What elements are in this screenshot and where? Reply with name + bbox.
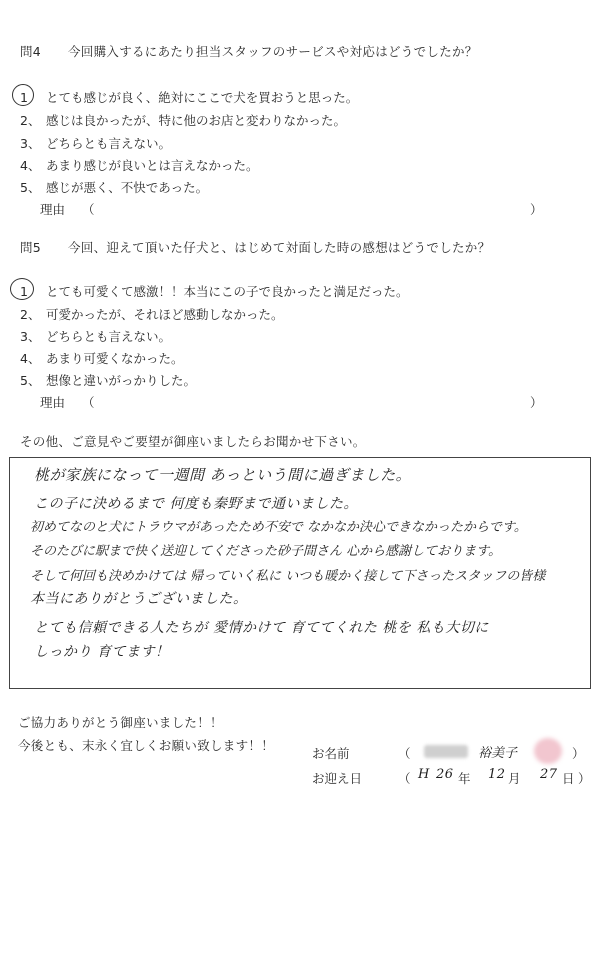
q5-option-3-text: どちらとも言えない。 [46,329,172,344]
q5-option-3 [20,327,171,345]
comment-line-1: 桃が家族になって一週間 あっという間に過ぎました。 [34,466,412,484]
date-label: お迎え日 [312,771,363,786]
q5-question: 今回、迎えて頂いた仔犬と、はじめて対面した時の感想はどうでしたか？ [68,240,491,255]
q4-reason-paren-open: （ [82,202,95,217]
q5-option-2-number: 2、 [20,307,41,322]
q4-option-2-number: 2、 [20,113,41,128]
name-paren-close: ） [572,746,585,761]
q4-question: 今回購入するにあたり担当スタッフのサービスや対応はどうでしたか？ [68,44,478,59]
q5-option-5-text: 想像と違いがっかりした。 [46,373,197,388]
q5-reason-paren-open: （ [82,395,95,410]
q4-reason-label: 理由 [40,202,66,217]
date-paren-open: （ [398,771,411,786]
q4-option-2-text: 感じは良かったが、特に他のお店と変わりなかった。 [46,113,347,128]
q5-option-1-number: 1 [20,284,28,299]
q5-option-4-number: 4、 [20,351,41,366]
name-redacted [424,745,468,758]
comments-prompt: その他、ご意見やご要望が御座いましたらお聞かせ下さい。 [20,434,366,449]
q4-option-5-text: 感じが悪く、不快であった。 [46,180,209,195]
q5-option-1 [20,282,409,300]
comment-line-2: この子に決めるまで 何度も秦野まで通いました。 [34,496,358,512]
date-day-unit: 日 [562,771,575,786]
date-year-unit: 年 [458,771,471,786]
q4-option-1-text: とても感じが良く、絶対にここで犬を買おうと思った。 [46,90,359,105]
q5-option-5-number: 5、 [20,373,41,388]
q4-option-3 [20,134,171,152]
q4-option-1-number: 1 [20,90,28,105]
name-label: お名前 [312,746,350,761]
q5-reason-label: 理由 [40,395,66,410]
q5-option-5 [20,371,196,389]
comment-line-8: しっかり 育てます！ [34,644,170,660]
q5-option-2-text: 可愛かったが、それほど感動しなかった。 [46,307,284,322]
comment-line-7: とても信頼できる人たちが 愛情かけて 育ててくれた 桃を 私も大切に [34,620,489,636]
closing-line-2: 今後とも、末永く宜しくお願い致します！！ [18,738,275,753]
comment-line-3: 初めてなのと犬にトラウマがあったため不安で なかなか決心できなかったからです。 [30,520,527,535]
comment-line-5: そして何回も決めかけては 帰っていく私に いつも暖かく接して下さったスタッフの皆様 [30,569,546,584]
q4-option-5-number: 5、 [20,180,41,195]
closing-line-1: ご協力ありがとう御座いました！！ [18,715,223,730]
q5-number: 問5 [20,240,42,255]
q5-option-4-text: あまり可愛くなかった。 [46,351,184,366]
q4-option-1 [20,88,358,106]
date-paren-close: ） [578,771,591,786]
q5-reason-paren-close: ） [530,395,543,410]
name-paren-open: （ [398,746,411,761]
date-month: 12 [488,767,506,782]
q5-option-3-number: 3、 [20,329,41,344]
q5-option-1-text: とても可愛くて感激！！本当にこの子で良かったと満足だった。 [46,284,409,299]
date-year: 26 [436,767,454,782]
seal-stamp [534,738,562,764]
q5-option-4 [20,349,184,367]
q4-option-3-number: 3、 [20,136,41,151]
comment-line-4: そのたびに駅まで快く送迎してくださった砂子間さん 心から感謝しております。 [30,544,502,559]
q4-number: 問4 [20,44,42,59]
q4-option-4 [20,156,259,174]
date-day: 27 [540,767,558,782]
q4-reason-paren-close: ） [530,202,543,217]
date-era: H [418,767,430,782]
date-month-unit: 月 [508,771,521,786]
q4-option-2 [20,111,346,129]
name-visible: 裕美子 [478,746,518,761]
q4-option-4-text: あまり感じが良いとは言えなかった。 [46,158,259,173]
q4-option-5 [20,178,208,196]
comment-line-6: 本当にありがとうございました。 [30,591,248,607]
q4-option-3-text: どちらとも言えない。 [46,136,172,151]
q5-option-2 [20,305,284,323]
q4-option-4-number: 4、 [20,158,41,173]
